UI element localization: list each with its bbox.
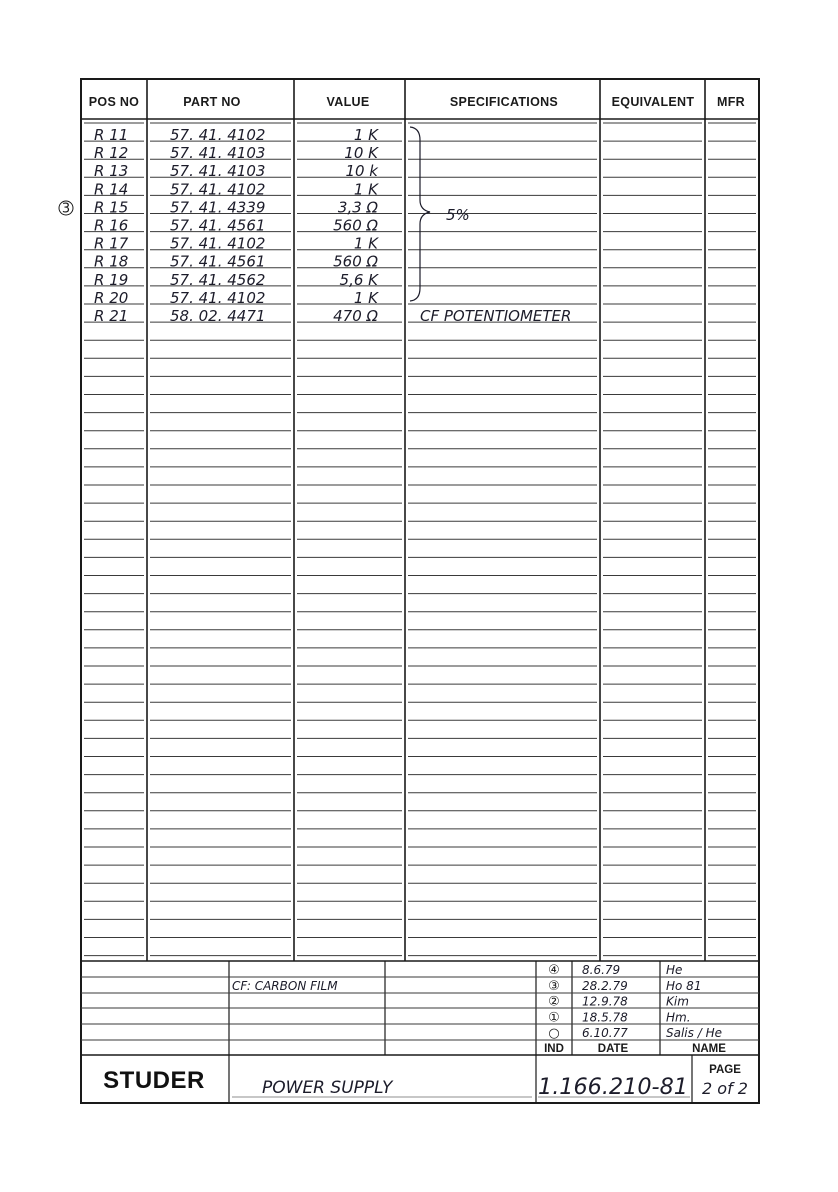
row-part-no: 58. 02. 4471 <box>170 307 266 325</box>
row-value: 1 K <box>353 288 378 307</box>
parts-rows <box>94 126 571 325</box>
row-pos-no: R 19 <box>94 270 129 289</box>
row-part-no: 57. 41. 4562 <box>170 270 266 289</box>
row-pos-no: R 15 <box>94 198 129 217</box>
revision-row <box>548 963 682 978</box>
revision-index: ① <box>548 1010 560 1026</box>
page-label: PAGE <box>709 1064 741 1076</box>
revision-row <box>548 995 689 1010</box>
revision-history <box>548 963 722 1041</box>
row-pos-no: R 18 <box>94 252 129 271</box>
revision-row <box>548 1026 722 1041</box>
revision-name: Kim <box>666 994 689 1009</box>
footer-rules <box>81 977 759 1040</box>
row-part-no: 57. 41. 4561 <box>170 252 266 271</box>
row-value: 560 Ω <box>333 216 378 235</box>
header-specifications: SPECIFICATIONS <box>449 95 559 109</box>
revision-name: Ho 81 <box>666 978 702 993</box>
row-part-no: 57. 41. 4102 <box>170 126 266 144</box>
row-value: 3,3 Ω <box>337 198 378 217</box>
row-part-no: 57. 41. 4102 <box>170 234 266 253</box>
revision-name: He <box>666 963 683 977</box>
row-value: 560 Ω <box>333 252 378 271</box>
header-part-no: PART NO <box>183 95 241 109</box>
revision-date: 8.6.79 <box>582 963 621 977</box>
date-label: DATE <box>597 1043 629 1055</box>
ind-label: IND <box>544 1043 564 1055</box>
revision-marker <box>59 201 73 217</box>
page-value: 2 of 2 <box>702 1079 748 1098</box>
document-number: 1.166.210-81 <box>538 1075 688 1100</box>
tolerance-note: 5% <box>446 206 470 224</box>
row-value: 1 K <box>353 234 378 253</box>
revision-date: 12.9.78 <box>582 994 628 1009</box>
row-value: 10 k <box>345 162 378 181</box>
row-part-no: 57. 41. 4103 <box>170 162 266 181</box>
row-value: 5,6 K <box>339 270 378 289</box>
revision-date: 6.10.77 <box>582 1026 628 1041</box>
header-mfr: MFR <box>717 95 745 109</box>
revision-index: ④ <box>548 963 560 978</box>
revision-row <box>548 979 701 994</box>
row-specification: CF POTENTIOMETER <box>420 307 572 325</box>
revision-index: ○ <box>548 1026 560 1042</box>
document-title: POWER SUPPLY <box>262 1078 393 1098</box>
revision-marker-label: 3 <box>61 201 71 217</box>
row-value: 10 K <box>344 144 378 163</box>
row-value: 470 Ω <box>333 307 378 325</box>
revision-date: 28.2.79 <box>582 978 628 993</box>
row-part-no: 57. 41. 4103 <box>170 144 266 163</box>
row-part-no: 57. 41. 4102 <box>170 288 266 307</box>
revision-row <box>548 1010 690 1025</box>
header-pos-no: POS NO <box>88 95 140 109</box>
revision-date: 18.5.78 <box>582 1010 628 1025</box>
header-value: VALUE <box>326 95 370 109</box>
revision-name: Salis / He <box>666 1026 722 1041</box>
revision-index: ② <box>548 994 560 1010</box>
row-value: 1 K <box>353 126 378 144</box>
row-part-no: 57. 41. 4561 <box>170 216 266 235</box>
studer-logo: STUDER <box>103 1067 205 1094</box>
row-value: 1 K <box>353 180 378 199</box>
row-pos-no: R 20 <box>94 288 129 307</box>
row-part-no: 57. 41. 4339 <box>170 198 266 217</box>
row-pos-no: R 11 <box>94 126 129 144</box>
footer-note: CF: CARBON FILM <box>232 979 338 993</box>
name-label: NAME <box>692 1043 726 1055</box>
revision-name: Hm. <box>666 1010 691 1025</box>
revision-index: ③ <box>548 978 560 994</box>
row-pos-no: R 12 <box>94 144 129 163</box>
row-pos-no: R 14 <box>94 180 129 199</box>
row-part-no: 57. 41. 4102 <box>170 180 266 199</box>
row-pos-no: R 13 <box>94 162 129 181</box>
row-pos-no: R 17 <box>94 234 129 253</box>
row-pos-no: R 16 <box>94 216 129 235</box>
header-equivalent: EQUIVALENT <box>611 95 695 109</box>
row-pos-no: R 21 <box>94 307 129 325</box>
